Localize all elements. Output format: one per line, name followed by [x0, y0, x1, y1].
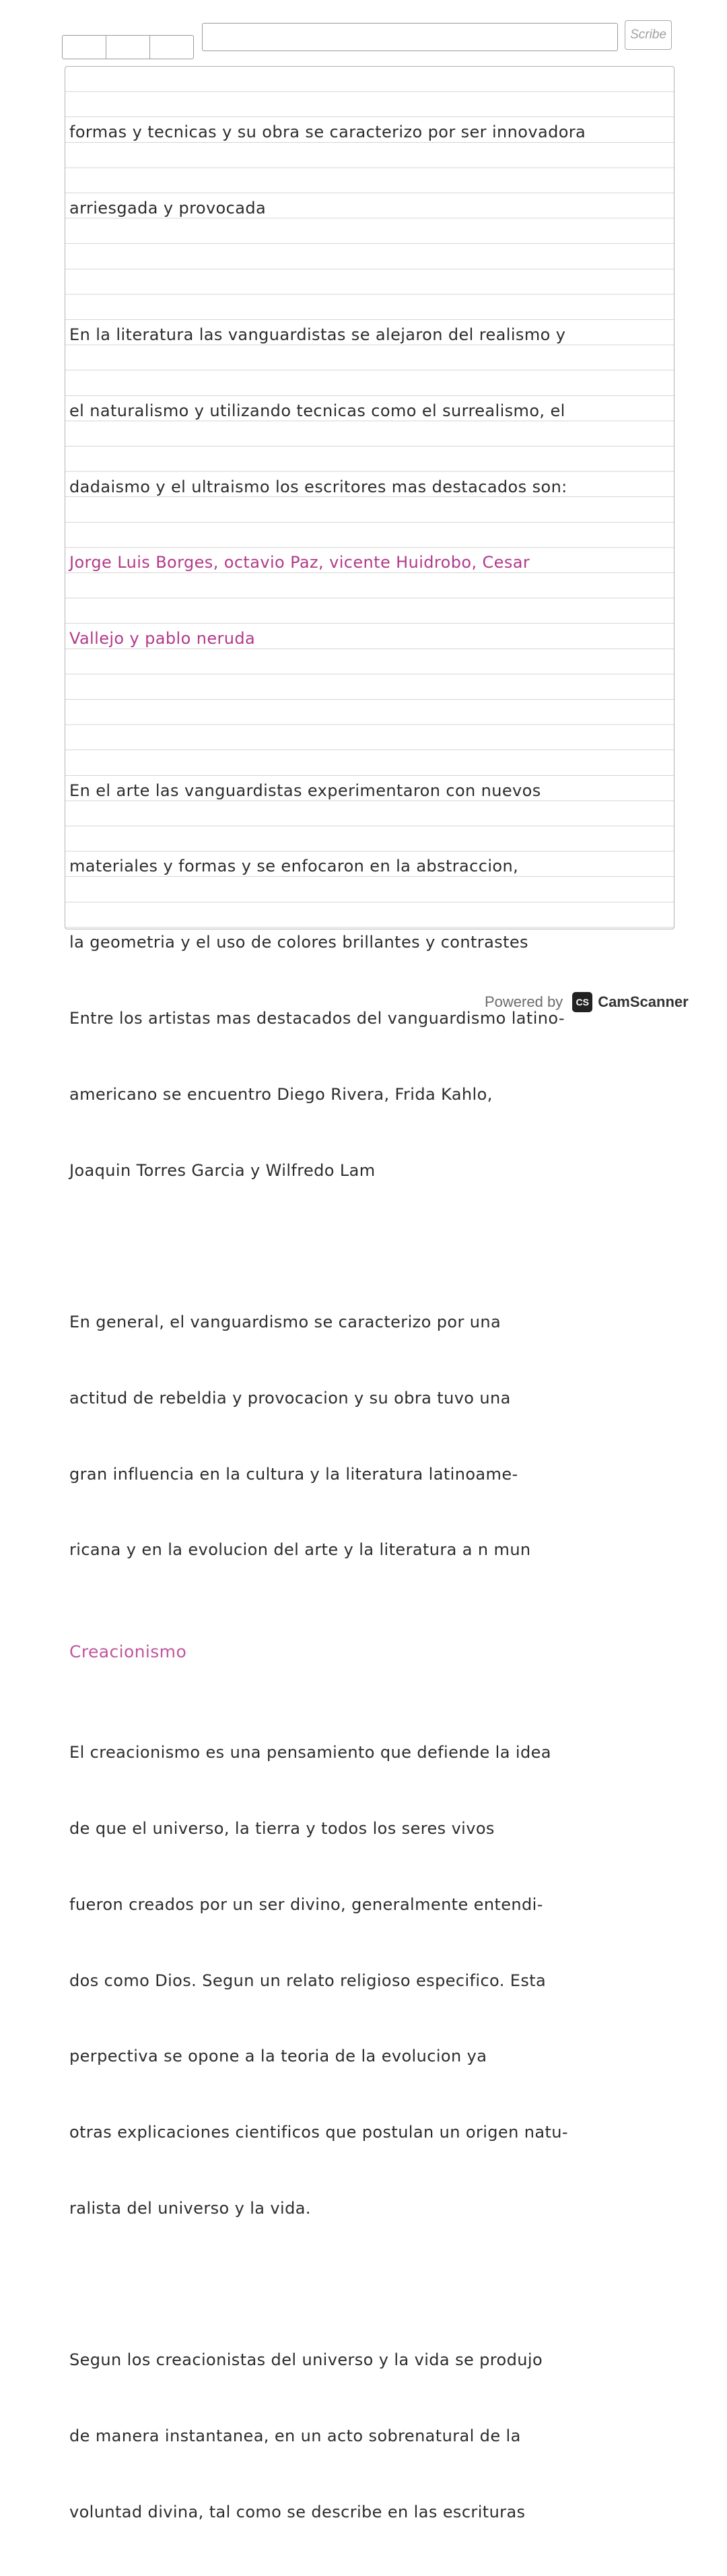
note-line: Joaquin Torres Garcia y Wilfredo Lam — [69, 1160, 376, 1180]
paragraph-intro-end — [69, 69, 672, 272]
note-line: el naturalismo y utilizando tecnicas como el surrealismo, el — [69, 401, 565, 420]
blank-line — [69, 702, 672, 728]
date-box-day — [63, 36, 106, 59]
note-line: gran influencia en la cultura y la literatura latinoame- — [69, 1464, 518, 1484]
note-line: El creacionismo es una pensamiento que defiende la idea — [69, 1743, 551, 1762]
note-line: arriesgada y provocada — [69, 198, 267, 218]
camscanner-logo-icon: CS — [572, 992, 592, 1012]
blank-line — [69, 1664, 672, 1690]
note-line: En el arte las vanguardistas experimentaron con nuevos — [69, 781, 541, 800]
note-line: de que el universo, la tierra y todos los seres vivos — [69, 1818, 495, 1838]
paragraph-creationists — [69, 2297, 672, 2576]
handwritten-notes — [69, 69, 672, 2576]
note-line: otras explicaciones cientificos que postulan un origen natu- — [69, 2123, 568, 2142]
paragraph-general — [69, 1259, 672, 1614]
camscanner-brand-label: CamScanner — [598, 993, 689, 1010]
note-line: En general, el vanguardismo se caracterizo por una — [69, 1313, 501, 1332]
scribe-logo — [625, 20, 672, 50]
note-line: Entre los artistas mas destacados del vanguardismo latino- — [69, 1008, 565, 1028]
note-line: voluntad divina, tal como se describe en las escrituras — [69, 2503, 526, 2521]
note-line: materiales y formas y se enfocaron en la abstraccion, — [69, 857, 519, 876]
note-line: perpectiva se opone a la teoria de la evolucion ya — [69, 2047, 487, 2066]
powered-by-label: Powered by — [485, 993, 563, 1010]
scribe-logo-label: Scribe — [630, 28, 666, 42]
note-line: formas y tecnicas y su obra se caracterizo por ser innovadora — [69, 123, 586, 142]
note-line: dadaismo y el ultraismo los escritores mas destacados son: — [69, 477, 567, 496]
header-date-boxes — [62, 35, 194, 59]
note-line: de manera instantanea, en un acto sobrenatural de la — [69, 2426, 521, 2446]
paragraph-literature — [69, 272, 672, 702]
note-line: Segun los creacionistas del universo y la vida se produjo — [69, 2350, 543, 2370]
camscanner-brand — [572, 992, 689, 1012]
paragraph-art — [69, 727, 672, 1234]
note-line: actitud de rebeldia y provocacion y su obra tuvo una — [69, 1388, 511, 1408]
note-line: americano se encuentro Diego Rivera, Frida Kahlo, — [69, 1084, 493, 1104]
note-line: la geometria y el uso de colores brillantes y contrastes — [69, 933, 528, 952]
note-line: En la literatura las vanguardistas se alejaron del realismo y — [69, 325, 566, 344]
blank-line — [69, 2272, 672, 2298]
note-line: ralista del universo y la vida. — [69, 2198, 311, 2218]
blank-line — [69, 1234, 672, 1259]
date-box-year — [150, 36, 193, 59]
note-line: ricana y en la evolucion del arte y la literatura a n mun — [69, 1540, 531, 1560]
note-line: fueron creados por un ser divino, generalmente entendi- — [69, 1894, 543, 1914]
blank-line — [69, 1614, 672, 1639]
camscanner-watermark — [485, 987, 714, 1017]
note-line: dos como Dios. Segun un relato religioso especifico. Esta — [69, 1971, 547, 1990]
note-line-authors: Vallejo y pablo neruda — [69, 629, 256, 649]
section-heading: Creacionismo — [69, 1641, 187, 1661]
paragraph-creationism — [69, 1690, 672, 2272]
header-title-box — [202, 23, 618, 51]
date-box-month — [106, 36, 150, 59]
note-line-authors: Jorge Luis Borges, octavio Paz, vicente Huidrobo, Cesar — [69, 553, 530, 572]
